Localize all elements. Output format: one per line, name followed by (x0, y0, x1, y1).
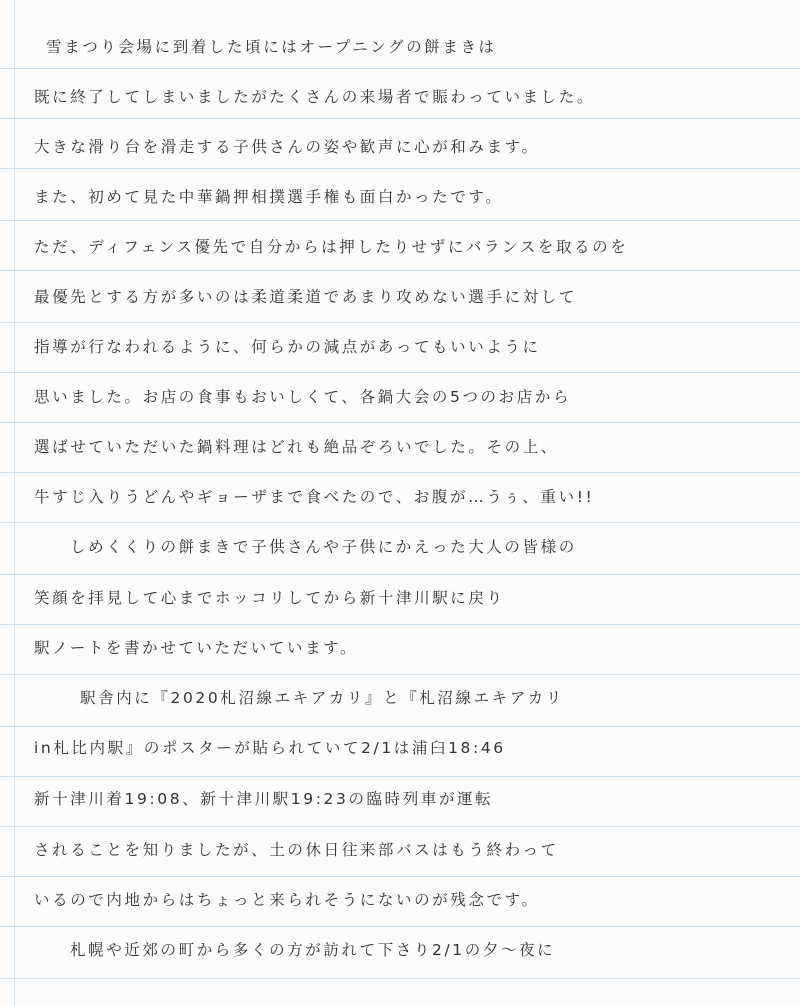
handwritten-line: 駅ノートを書かせていただいています。 (34, 639, 359, 657)
handwritten-line: されることを知りましたが、土の休日往来部バスはもう終わって (34, 841, 559, 859)
ruled-line (0, 168, 800, 169)
ruled-line (0, 220, 800, 221)
handwritten-line: 牛すじ入りうどんやギョーザまで食べたので、お腹が…うぅ、重い!! (34, 488, 595, 506)
ruled-line (0, 876, 800, 877)
handwritten-line: 選ばせていただいた鍋料理はどれも絶品ぞろいでした。その上、 (34, 438, 559, 456)
ruled-line (0, 118, 800, 119)
handwritten-line: 駅舎内に『2020札沼線エキアカリ』と『札沼線エキアカリ (80, 689, 564, 707)
handwritten-line: 雪まつり会場に到着した頃にはオープニングの餅まきは (46, 38, 497, 56)
ruled-line (0, 472, 800, 473)
handwritten-line: ただ、ディフェンス優先で自分からは押したりせずにバランスを取るのを (34, 238, 629, 256)
ruled-line (0, 726, 800, 727)
ruled-line (0, 926, 800, 927)
page-margin-line (14, 0, 15, 1006)
ruled-line (0, 776, 800, 777)
ruled-line (0, 624, 800, 625)
ruled-line (0, 978, 800, 979)
handwritten-line: また、初めて見た中華鍋押相撲選手権も面白かったです。 (34, 188, 504, 206)
handwritten-line: 指導が行なわれるように、何らかの減点があってもいいように (34, 338, 541, 356)
handwritten-line: 最優先とする方が多いのは柔道柔道であまり攻めない選手に対して (34, 288, 578, 306)
ruled-line (0, 574, 800, 575)
handwritten-line: 既に終了してしまいましたがたくさんの来場者で賑わっていました。 (34, 88, 595, 106)
handwritten-line: 大きな滑り台を滑走する子供さんの姿や歓声に心が和みます。 (34, 138, 540, 156)
ruled-line (0, 422, 800, 423)
ruled-line (0, 270, 800, 271)
handwritten-line: いるので内地からはちょっと来られそうにないのが残念です。 (34, 891, 540, 909)
ruled-line (0, 674, 800, 675)
handwritten-line: 思いました。お店の食事もおいしくて、各鍋大会の5つのお店から (34, 388, 572, 406)
handwritten-line: in札比内駅』のポスターが貼られていて2/1は浦臼18:46 (34, 739, 506, 757)
handwritten-line: 新十津川着19:08、新十津川駅19:23の臨時列車が運転 (34, 790, 494, 808)
handwritten-line: 札幌や近郊の町から多くの方が訪れて下さり2/1の夕～夜に (70, 941, 556, 959)
handwritten-line: 笑顔を拝見して心までホッコリしてから新十津川駅に戻り (34, 589, 505, 607)
ruled-line (0, 826, 800, 827)
ruled-line (0, 522, 800, 523)
ruled-line (0, 68, 800, 69)
handwritten-line: しめくくりの餅まきで子供さんや子供にかえった大人の皆様の (70, 538, 577, 556)
ruled-line (0, 322, 800, 323)
ruled-line (0, 372, 800, 373)
